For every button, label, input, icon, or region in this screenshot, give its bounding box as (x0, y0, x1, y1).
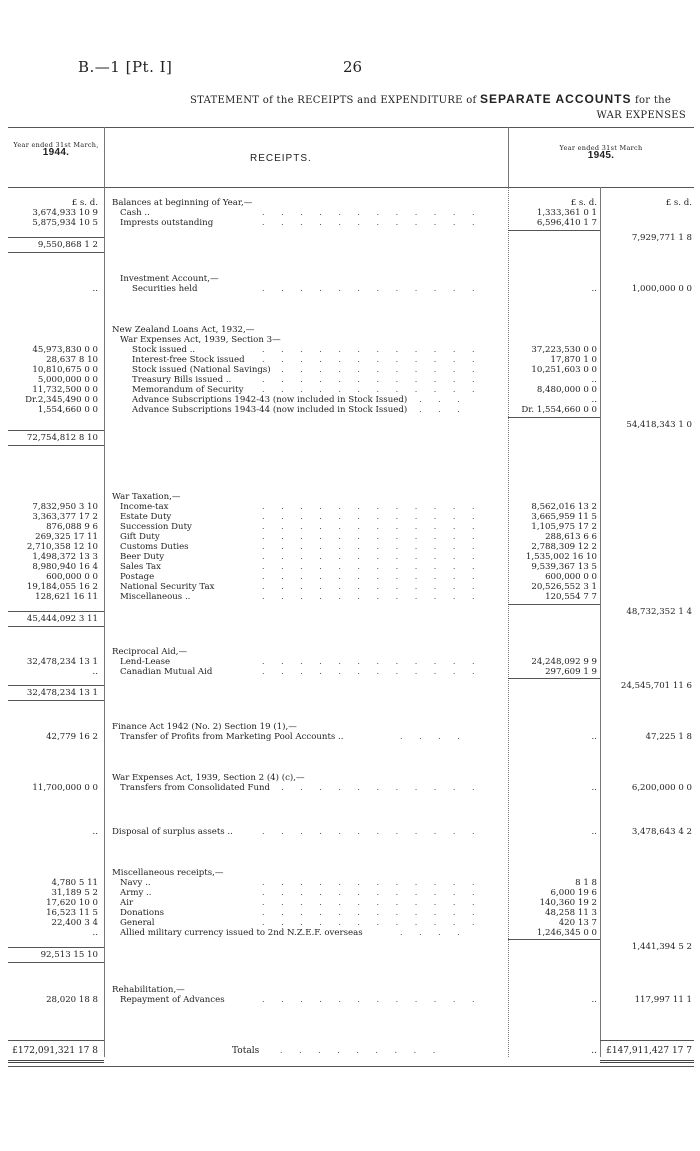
subtotal-rule (508, 678, 600, 679)
row-label: Cash .. (120, 208, 150, 218)
row-label: Succession Duty (120, 522, 192, 532)
row-label: Donations (120, 908, 165, 918)
leader-dots: . . . . . . . . . . . . (262, 208, 482, 217)
subtotal-rule (508, 604, 600, 605)
mid-amount: 20,526,552 3 1 (531, 582, 597, 592)
mid-total: .. (591, 1046, 597, 1056)
right-column-divider (600, 187, 601, 1057)
row-label: New Zealand Loans Act, 1932,— (112, 325, 255, 335)
mid-amount: 600,000 0 0 (545, 572, 597, 582)
left-column-divider (104, 127, 105, 1057)
left-units: £ s. d. (71, 198, 98, 208)
mid-amount: 6,596,410 1 7 (536, 218, 597, 228)
mid-amount: 1,535,002 16 10 (525, 552, 597, 562)
left-amount: 10,810,675 0 0 (32, 365, 98, 375)
left-amount: 1,554,660 0 0 (37, 405, 98, 415)
row-label: Postage (120, 572, 155, 582)
mid-amount: 140,360 19 2 (539, 898, 597, 908)
row-label: Army .. (120, 888, 152, 898)
left-amount: 45,973,830 0 0 (32, 345, 98, 355)
leader-dots: . . . . . . . . . . . . (262, 827, 482, 836)
left-amount: 16,523 11 5 (46, 908, 98, 918)
leader-dots: . . . . . . . . . . . . (262, 918, 482, 927)
left-amount: 8,980,940 16 4 (32, 562, 98, 572)
mid-amount: 420 13 7 (558, 918, 597, 928)
leader-dots: . . . . . . . . . . . . (262, 365, 482, 374)
leader-dots: . . . . (400, 928, 467, 937)
row-label: Canadian Mutual Aid (120, 667, 213, 677)
row-label: Disposal of surplus assets .. (112, 827, 233, 837)
header-bottom-rule (8, 187, 694, 188)
right-total: £147,911,427 17 7 (606, 1046, 692, 1056)
mid-amount: 6,000 19 6 (550, 888, 597, 898)
row-label: Allied military currency issued to 2nd N.Z.E.F. overseas (120, 928, 363, 938)
subtotal-rule (8, 962, 104, 963)
mid-amount: 37,223,530 0 0 (531, 345, 597, 355)
left-amount: 72,754,812 8 10 (26, 433, 98, 443)
leader-dots: . . . . (400, 732, 467, 741)
receipts-header: RECEIPTS. (250, 153, 312, 164)
left-amount: 5,000,000 0 0 (37, 375, 98, 385)
mid-amount: 48,258 11 3 (545, 908, 597, 918)
leader-dots: . . . . . . . . . . . . (262, 582, 482, 591)
leader-dots: . . . . . . . . . . . . (262, 562, 482, 571)
row-label: Repayment of Advances (120, 995, 225, 1005)
right-total-rule-top (600, 1040, 694, 1041)
row-label: War Expenses Act, 1939, Section 3— (120, 335, 281, 345)
leader-dots: . . . . . . . . . . . . (262, 345, 482, 354)
mid-amount: .. (591, 783, 597, 793)
row-label: Miscellaneous receipts,— (112, 868, 224, 878)
left-amount: Dr.2,345,490 0 0 (25, 395, 98, 405)
leader-dots: . . . . . . . . . . . . (262, 657, 482, 666)
row-label: National Security Tax (120, 582, 215, 592)
left-header-year: 1944. (42, 147, 70, 158)
left-amount: 32,478,234 13 1 (26, 688, 98, 698)
leader-dots: . . . . . . . . . . . . (262, 995, 482, 1004)
leader-dots: . . . . . . . . . . . . (262, 522, 482, 531)
mid-amount: .. (591, 827, 597, 837)
right-amount: 6,200,000 0 0 (631, 783, 692, 793)
subtotal-rule (8, 252, 104, 253)
leader-dots: . . . . . . . . . . . . (262, 284, 482, 293)
mid-amount: 17,870 1 0 (550, 355, 597, 365)
mid-units: £ s. d. (570, 198, 597, 208)
row-label: Finance Act 1942 (No. 2) Section 19 (1),— (112, 722, 297, 732)
mid-amount: .. (591, 395, 597, 405)
right-total-double-rule (600, 1060, 694, 1063)
leader-dots: . . . . . . . . . . . . (262, 542, 482, 551)
row-label: Lend-Lease (120, 657, 171, 667)
row-label: Income-tax (120, 502, 169, 512)
subtotal-rule (8, 626, 104, 627)
subtotal-rule (8, 430, 104, 431)
mid-amount: 297,609 1 9 (545, 667, 597, 677)
mid-amount: 3,665,959 11 5 (531, 512, 597, 522)
row-label: Estate Duty (120, 512, 172, 522)
statement-subtitle: WAR EXPENSES (596, 110, 686, 121)
table-bottom-rule (8, 1066, 694, 1067)
left-amount: 11,732,500 0 0 (32, 385, 98, 395)
leader-dots: . . . . . . . . . . . . (262, 532, 482, 541)
leader-dots: . . . . . . . . . . . . (262, 667, 482, 676)
title-bold: SEPARATE ACCOUNTS (480, 92, 632, 106)
left-amount: 600,000 0 0 (46, 572, 98, 582)
row-label: Securities held (132, 284, 198, 294)
left-column-header (8, 141, 104, 157)
left-total-rule-top (8, 1040, 104, 1041)
row-label: Advance Subscriptions 1942-43 (now included in Stock Issued) (132, 395, 408, 405)
subtotal-rule (508, 230, 600, 231)
left-amount: .. (92, 284, 98, 294)
subtotal-rule (8, 611, 104, 612)
left-amount: 31,189 5 2 (51, 888, 98, 898)
right-amount: 7,929,771 1 8 (631, 233, 692, 243)
right-amount: 24,545,701 11 6 (620, 681, 692, 691)
leader-dots: . . . . . . . . . . . . (262, 375, 482, 384)
left-amount: 5,875,934 10 5 (32, 218, 98, 228)
totals-leader: . . . . . . . . . (280, 1046, 443, 1055)
leader-dots: . . . . . . . . . . . . (262, 512, 482, 521)
left-amount: 22,400 3 4 (51, 918, 98, 928)
statement-title (190, 92, 671, 106)
row-label: Transfers from Consolidated Fund (120, 783, 271, 793)
left-amount: 128,621 16 11 (35, 592, 98, 602)
left-amount: 269,325 17 11 (35, 532, 98, 542)
right-amount: 3,478,643 4 2 (631, 827, 692, 837)
left-amount: .. (92, 827, 98, 837)
mid-amount: .. (591, 375, 597, 385)
row-label: General (120, 918, 155, 928)
left-amount: .. (92, 667, 98, 677)
mid-amount: 1,246,345 0 0 (536, 928, 597, 938)
left-amount: 17,620 10 0 (46, 898, 98, 908)
row-label: Navy .. (120, 878, 151, 888)
left-amount: 9,550,868 1 2 (37, 240, 98, 250)
leader-dots: . . . . . . . . . . . . (262, 888, 482, 897)
page-number: 26 (343, 58, 363, 76)
row-label: Balances at beginning of Year,— (112, 198, 253, 208)
row-label: Transfer of Profits from Marketing Pool Accounts .. (120, 732, 344, 742)
right-amount: 1,000,000 0 0 (631, 284, 692, 294)
table-top-rule (8, 127, 694, 128)
right-amount: 47,225 1 8 (645, 732, 692, 742)
left-amount: 11,700,000 0 0 (32, 783, 98, 793)
row-label: Advance Subscriptions 1943-44 (now included in Stock Issued) (132, 405, 408, 415)
left-amount: 3,674,933 10 9 (32, 208, 98, 218)
left-total-double-rule (8, 1060, 104, 1063)
row-label: War Expenses Act, 1939, Section 2 (4) (c),— (112, 773, 305, 783)
title-prefix: STATEMENT of the RECEIPTS and EXPENDITURE of (190, 95, 477, 106)
mid-amount: .. (591, 732, 597, 742)
left-amount: 32,478,234 13 1 (26, 657, 98, 667)
mid-amount: 9,539,367 13 5 (531, 562, 597, 572)
subtotal-rule (508, 939, 600, 940)
mid-amount: .. (591, 995, 597, 1005)
mid-amount: 8 1 8 (575, 878, 597, 888)
subtotal-rule (8, 947, 104, 948)
subtotal-rule (8, 685, 104, 686)
right-header-year: 1945. (587, 150, 615, 161)
left-amount: 28,637 8 10 (46, 355, 98, 365)
page-reference: B.—1 [Pt. I] (78, 58, 173, 76)
leader-dots: . . . . (400, 405, 467, 414)
left-total: £172,091,321 17 8 (12, 1046, 98, 1056)
left-amount: 28,020 18 8 (46, 995, 98, 1005)
mid-amount: 10,251,603 0 0 (531, 365, 597, 375)
mid-amount: 24,248,092 9 9 (531, 657, 597, 667)
row-label: Stock issued .. (132, 345, 196, 355)
mid-amount: 120,554 7 7 (545, 592, 597, 602)
subtotal-rule (508, 417, 600, 418)
row-label: Interest-free Stock issued (132, 355, 245, 365)
mid-amount: 2,788,309 12 2 (531, 542, 597, 552)
row-label: War Taxation,— (112, 492, 181, 502)
mid-amount: .. (591, 284, 597, 294)
left-amount: 92,513 15 10 (40, 950, 98, 960)
row-label: Customs Duties (120, 542, 189, 552)
leader-dots: . . . . . . . . . . . . (262, 218, 482, 227)
left-amount: 1,498,372 13 3 (32, 552, 98, 562)
mid-amount: 8,480,000 0 0 (536, 385, 597, 395)
mid-amount: 1,105,975 17 2 (531, 522, 597, 532)
row-label: Memorandum of Security (132, 385, 244, 395)
subtotal-rule (8, 237, 104, 238)
left-amount: 3,363,377 17 2 (32, 512, 98, 522)
row-label: Rehabilitation,— (112, 985, 185, 995)
row-label: Imprests outstanding (120, 218, 214, 228)
subtotal-rule (8, 445, 104, 446)
left-amount: 7,832,950 3 10 (32, 502, 98, 512)
right-units: £ s. d. (665, 198, 692, 208)
mid-amount: Dr. 1,554,660 0 0 (521, 405, 597, 415)
row-label: Reciprocal Aid,— (112, 647, 188, 657)
left-amount: 45,444,092 3 11 (26, 614, 98, 624)
leader-dots: . . . . . . . . . . . . (262, 502, 482, 511)
mid-amount: 288,613 6 6 (545, 532, 597, 542)
row-label: Investment Account,— (120, 274, 219, 284)
row-label: Treasury Bills issued .. (132, 375, 232, 385)
left-header-label: Year ended 31st March, (13, 141, 99, 149)
row-label: Air (120, 898, 134, 908)
mid-amount: 8,562,016 13 2 (531, 502, 597, 512)
title-suffix: for the (634, 95, 672, 106)
leader-dots: . . . . . . . . . . . . (262, 355, 482, 364)
left-amount: 2,710,358 12 10 (26, 542, 98, 552)
mid-amount: 1,333,361 0 1 (536, 208, 597, 218)
left-amount: .. (92, 928, 98, 938)
leader-dots: . . . . . . . . . . . . (262, 898, 482, 907)
right-amount: 1,441,394 5 2 (631, 942, 692, 952)
leader-dots: . . . . . . . . . . . . (262, 552, 482, 561)
row-label: Stock issued (National Savings) (132, 365, 271, 375)
right-amount: 117,997 11 1 (634, 995, 692, 1005)
left-amount: 4,780 5 11 (51, 878, 98, 888)
right-header-label: Year ended 31st March (559, 144, 643, 152)
leader-dots: . . . . . . . . . . . . (262, 385, 482, 394)
row-label: Gift Duty (120, 532, 160, 542)
left-amount: 19,184,055 16 2 (26, 582, 98, 592)
leader-dots: . . . . . . . . . . . . (262, 592, 482, 601)
leader-dots: . . . . . . . . . . . . (262, 908, 482, 917)
subtotal-rule (8, 700, 104, 701)
right-amount: 54,418,343 1 0 (626, 420, 692, 430)
right-amount: 48,732,352 1 4 (626, 607, 692, 617)
leader-dots: . . . . (400, 395, 467, 404)
row-label: Sales Tax (120, 562, 162, 572)
row-label: Beer Duty (120, 552, 165, 562)
leader-dots: . . . . . . . . . . . . (262, 878, 482, 887)
totals-label: Totals (232, 1046, 260, 1056)
row-label: Miscellaneous .. (120, 592, 191, 602)
left-amount: 42,779 16 2 (46, 732, 98, 742)
right-column-header (508, 144, 694, 160)
left-amount: 876,088 9 6 (46, 522, 98, 532)
leader-dots: . . . . . . . . . . . . (262, 572, 482, 581)
leader-dots: . . . . . . . . . . . . (262, 783, 482, 792)
